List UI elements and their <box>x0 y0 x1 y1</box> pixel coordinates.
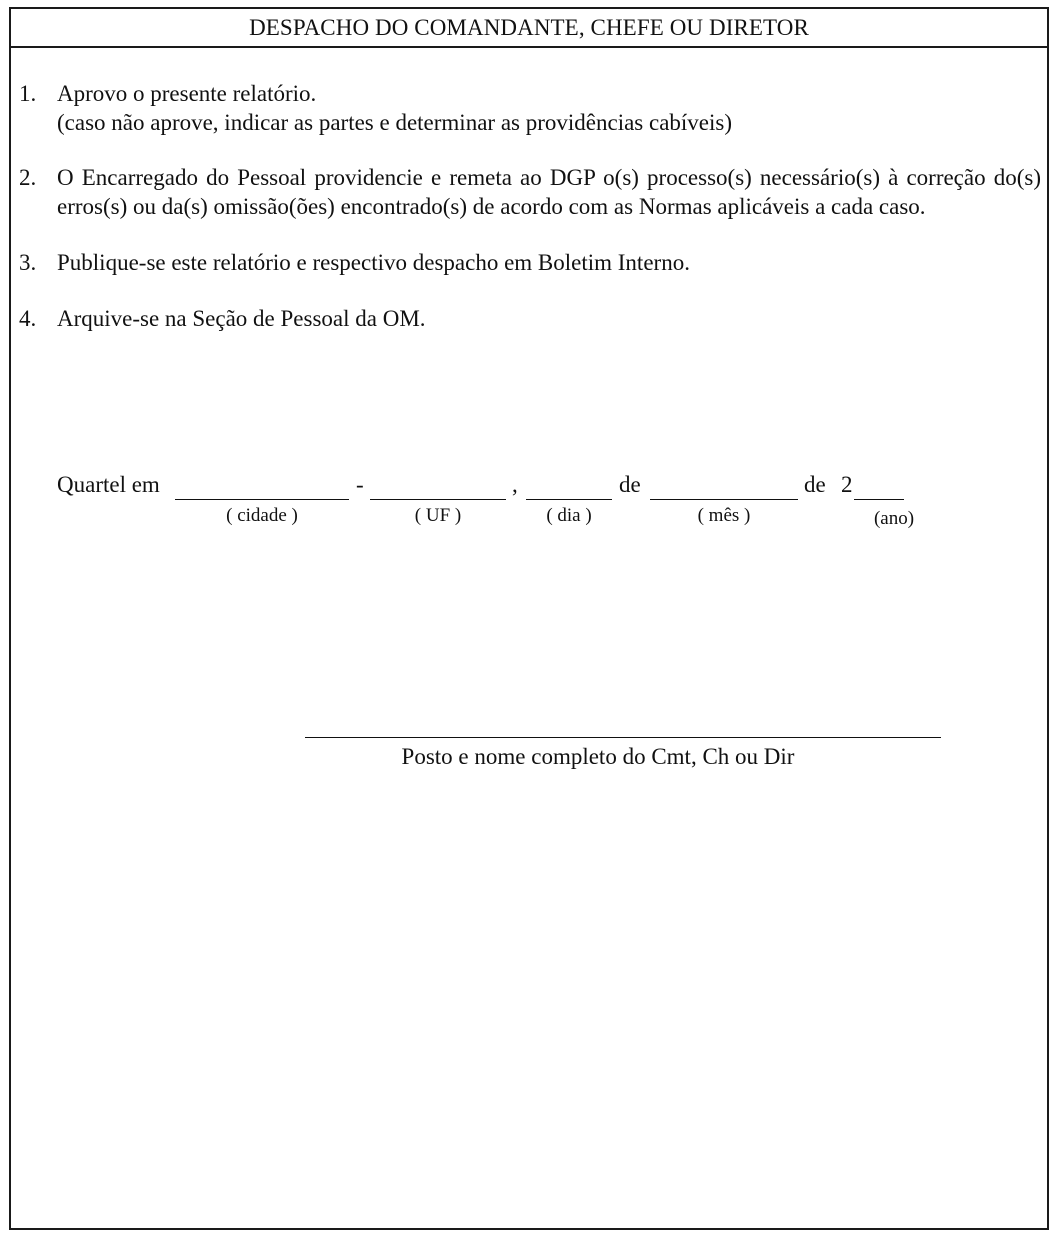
list-item <box>11 248 1047 277</box>
word-de: de <box>804 472 826 497</box>
item-line: Aprovo o presente relatório. <box>57 81 317 106</box>
signature-block <box>305 737 941 770</box>
city-caption: ( cidade ) <box>226 505 298 526</box>
item-text: Publique-se este relatório e respectivo despacho em Boletim Interno. <box>57 250 690 275</box>
item-number: 2. <box>19 165 37 190</box>
city-field[interactable] <box>175 499 349 500</box>
day-caption: ( dia ) <box>546 505 592 526</box>
item-text: O Encarregado do Pessoal providencie e remeta ao DGP o(s) processo(s) necessário(s) à correção do(s) erros(s) ou da(s) omissão(ões) encontrado(s) de acordo com as Normas aplicáveis a cada caso. <box>57 165 1041 219</box>
word-de: de <box>619 472 641 497</box>
item-text: Arquive-se na Seção de Pessoal da OM. <box>57 306 426 331</box>
list-item <box>11 163 1047 221</box>
item-number: 3. <box>19 250 37 275</box>
form-sheet <box>9 7 1049 1230</box>
dash-separator: - <box>356 472 364 497</box>
day-field[interactable] <box>526 499 612 500</box>
month-field[interactable] <box>650 499 798 500</box>
place-prefix: Quartel em <box>57 472 160 497</box>
item-number: 1. <box>19 81 37 106</box>
form-title: DESPACHO DO COMANDANTE, CHEFE OU DIRETOR <box>249 14 809 40</box>
list-item <box>11 304 1047 333</box>
dispatch-items <box>11 79 1047 333</box>
item-text <box>57 79 1041 137</box>
year-prefix: 2 <box>841 472 853 497</box>
year-caption: (ano) <box>873 508 915 529</box>
place-date-line <box>57 472 957 532</box>
signature-line[interactable] <box>305 737 941 738</box>
item-line: (caso não aprove, indicar as partes e determinar as providências cabíveis) <box>57 110 733 135</box>
item-number: 4. <box>19 306 37 331</box>
year-field[interactable] <box>854 499 904 500</box>
uf-field[interactable] <box>370 499 506 500</box>
list-item <box>11 79 1047 137</box>
uf-caption: ( UF ) <box>414 505 462 526</box>
signature-caption: Posto e nome completo do Cmt, Ch ou Dir <box>401 744 795 769</box>
comma-separator: , <box>512 472 518 497</box>
month-caption: ( mês ) <box>697 505 751 526</box>
form-header <box>11 9 1047 48</box>
